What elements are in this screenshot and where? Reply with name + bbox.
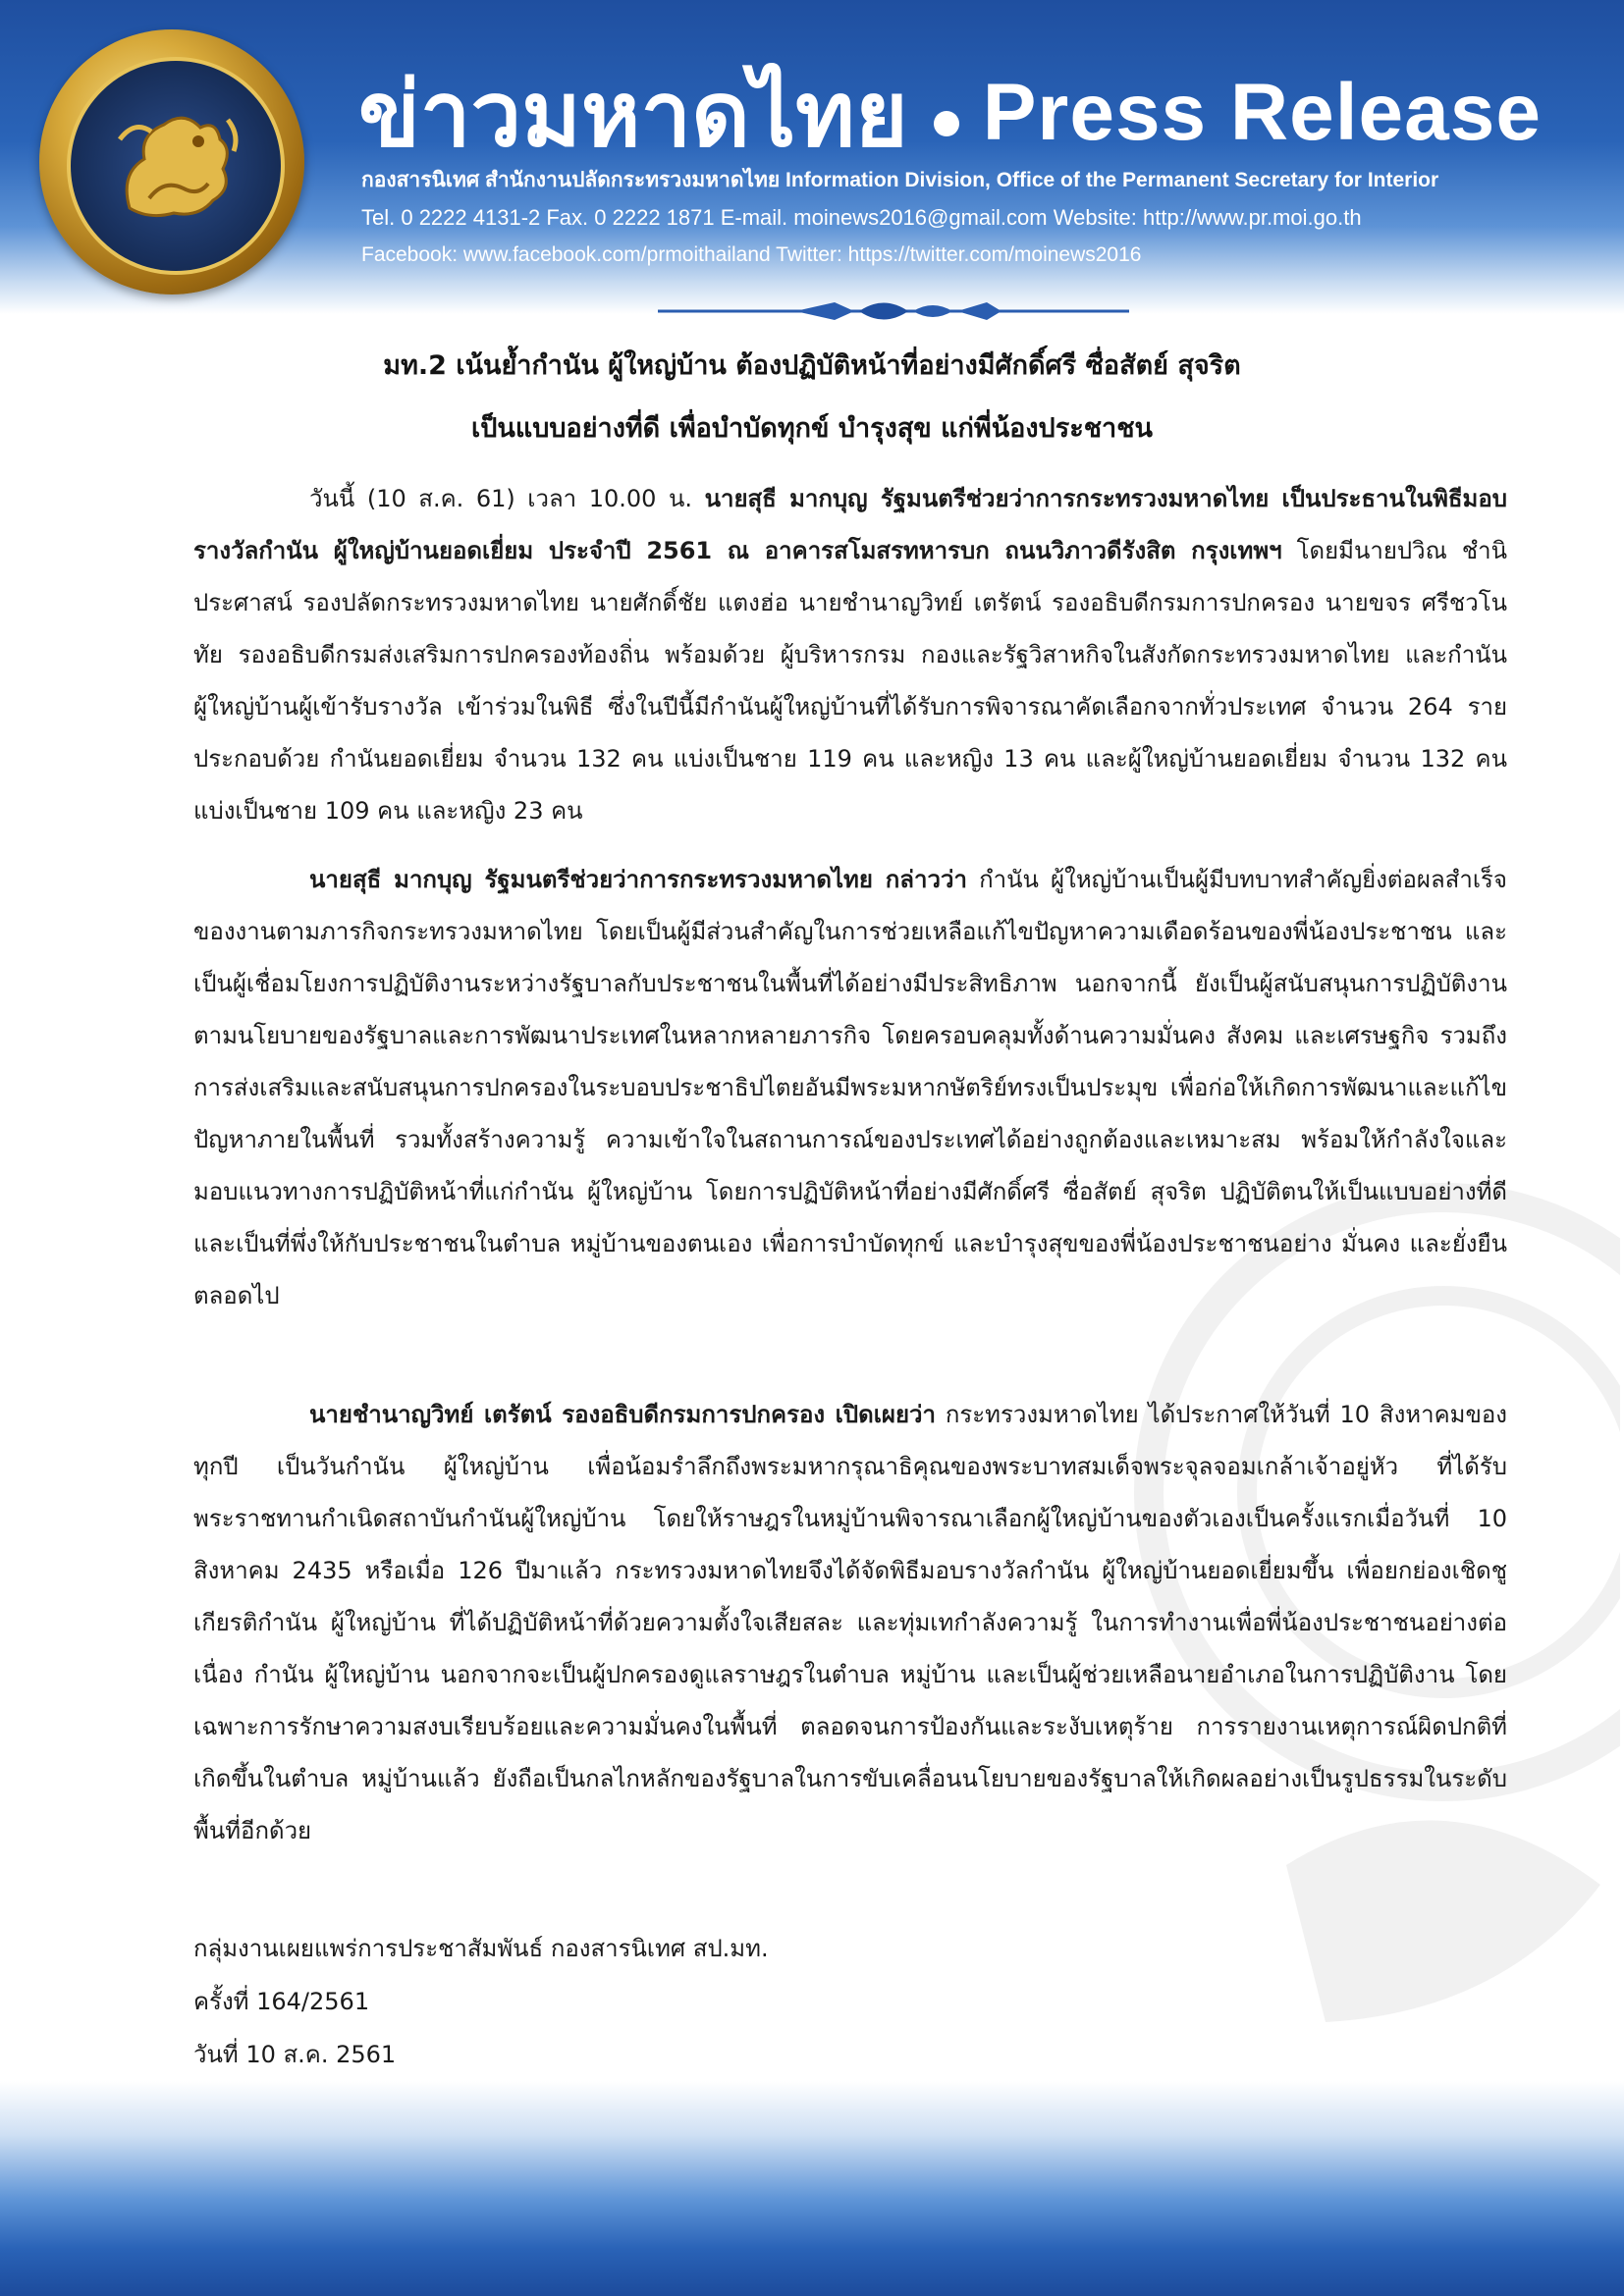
decorative-divider-icon [648, 294, 1139, 328]
paragraph-3 [193, 1389, 1507, 1857]
p2-bold: นายสุธี มากบุญ รัฐมนตรีช่วยว่าการกระทรวงมหาดไทย กล่าวว่า [309, 866, 967, 893]
bullet-dot-icon [934, 111, 959, 136]
paragraph-2 [193, 854, 1507, 1322]
lion-emblem-icon [90, 80, 261, 251]
footer-gradient-band [0, 2081, 1624, 2296]
p1-intro: วันนี้ (10 ส.ค. 61) เวลา 10.00 น. [309, 485, 705, 512]
release-footer [193, 1922, 769, 2081]
headline-line-1: มท.2 เน้นย้ำกำนัน ผู้ใหญ่บ้าน ต้องปฏิบัติหน้าที่อย่างมีศักดิ์ศรี ซื่อสัตย์ สุจริต [383, 350, 1241, 381]
agency-line: กองสารนิเทศ สำนักงานปลัดกระทรวงมหาดไทย Information Division, Office of the Permanent Secretary for Interior [361, 169, 1439, 191]
title-english: Press Release [982, 68, 1542, 157]
contact-line: Tel. 0 2222 4131-2 Fax. 0 2222 1871 E-mail. moinews2016@gmail.com Website: http://www.pr.moi.go.th [361, 205, 1362, 230]
ministry-seal-logo [39, 29, 304, 294]
headline-line-2: เป็นแบบอย่างที่ดี เพื่อบำบัดทุกข์ บำรุงสุข แก่พี่น้องประชาชน [471, 413, 1153, 444]
p3-rest: กระทรวงมหาดไทย ได้ประกาศให้วันที่ 10 สิงหาคมของทุกปี เป็นวันกำนัน ผู้ใหญ่บ้าน เพื่อน้อมรำลึกถึงพระมหากรุณาธิคุณของพระบาทสมเด็จพระจุลจอมเกล้าเจ้าอยู่หัว ที่ได้รับพระราชทานกำเนิดสถาบันกำนันผู้ใหญ่บ้าน โดยให้ราษฎรในหมู่บ้านพิจารณาเลือกผู้ใหญ่บ้านของตัวเองเป็นครั้งแรกเมื่อวันที่ 10 สิงหาคม 2435 หรือเมื่อ 126 ปีมาแล้ว กระทรวงมหาดไทยจึงได้จัดพิธีมอบรางวัลกำนัน ผู้ใหญ่บ้านยอดเยี่ยมขึ้น เพื่อยกย่องเชิดชูเกียรติกำนัน ผู้ใหญ่บ้าน ที่ได้ปฏิบัติหน้าที่ด้วยความตั้งใจเสียสละ และทุ่มเทกำลังความรู้ ในการทำงานเพื่อพี่น้องประชาชนอย่างต่อเนื่อง กำนัน ผู้ใหญ่บ้าน นอกจากจะเป็นผู้ปกครองดูแลราษฎรในตำบล หมู่บ้าน และเป็นผู้ช่วยเหลือนายอำเภอในการปฏิบัติงาน โดยเฉพาะการรักษาความสงบเรียบร้อยและความมั่นคงในพื้นที่ ตลอดจนการป้องกันและระงับเหตุร้าย การรายงานเหตุการณ์ผิดปกติที่เกิดขึ้นในตำบล หมู่บ้านแล้ว ยังถือเป็นกลไกหลักของรัฐบาลในการขับเคลื่อนนโยบายของรัฐบาลให้เกิดผลอย่างเป็นรูปธรรมในระดับพื้นที่อีกด้วย [193, 1401, 1507, 1844]
p1-rest: โดยมีนายปวิณ ชำนิประศาสน์ รองปลัดกระทรวงมหาดไทย นายศักดิ์ชัย แตงฮ่อ นายชำนาญวิทย์ เตรัตน์ รองอธิบดีกรมการปกครอง นายขจร ศรีชวโนทัย รองอธิบดีกรมส่งเสริมการปกครองท้องถิ่น พร้อมด้วย ผู้บริหารกรม กองและรัฐวิสาหกิจในสังกัดกระทรวงมหาดไทย และกำนัน ผู้ใหญ่บ้านผู้เข้ารับรางวัล เข้าร่วมในพิธี ซึ่งในปีนี้มีกำนันผู้ใหญ่บ้านที่ได้รับการพิจารณาคัดเลือกจากทั่วประเทศ จำนวน 264 ราย ประกอบด้วย กำนันยอดเยี่ยม จำนวน 132 คน แบ่งเป็นชาย 119 คน และหญิง 13 คน และผู้ใหญ่บ้านยอดเยี่ยม จำนวน 132 คน แบ่งเป็นชาย 109 คน และหญิง 23 คน [193, 537, 1508, 825]
p2-rest: กำนัน ผู้ใหญ่บ้านเป็นผู้มีบทบาทสำคัญยิ่งต่อผลสำเร็จของงานตามภารกิจกระทรวงมหาดไทย โดยเป็นผู้มีส่วนสำคัญในการช่วยเหลือแก้ไขปัญหาความเดือดร้อนของพี่น้องประชาชน และเป็นผู้เชื่อมโยงการปฏิบัติงานระหว่างรัฐบาลกับประชาชนในพื้นที่ได้อย่างมีประสิทธิภาพ นอกจากนี้ ยังเป็นผู้สนับสนุนการปฏิบัติงานตามนโยบายของรัฐบาลและการพัฒนาประเทศในหลากหลายภารกิจ โดยครอบคลุมทั้งด้านความมั่นคง สังคม และเศรษฐกิจ รวมถึงการส่งเสริมและสนับสนุนการปกครองในระบอบประชาธิปไตยอันมีพระมหากษัตริย์ทรงเป็นประมุข เพื่อก่อให้เกิดการพัฒนาและแก้ไขปัญหาภายในพื้นที่ รวมทั้งสร้างความรู้ ความเข้าใจในสถานการณ์ของประเทศได้อย่างถูกต้องและเหมาะสม พร้อมให้กำลังใจและมอบแนวทางการปฏิบัติหน้าที่แก่กำนัน ผู้ใหญ่บ้าน โดยการปฏิบัติหน้าที่อย่างมีศักดิ์ศรี ซื่อสัตย์ สุจริต ปฏิบัติตนให้เป็นแบบอย่างที่ดี และเป็นที่พึ่งให้กับประชาชนในตำบล หมู่บ้านของตนเอง เพื่อการบำบัดทุกข์ และบำรุงสุขของพี่น้องประชาชนอย่าง มั่นคง และยั่งยืนตลอดไป [193, 866, 1507, 1309]
masthead-title [358, 54, 1542, 172]
p3-bold: นายชำนาญวิทย์ เตรัตน์ รองอธิบดีกรมการปกครอง เปิดเผยว่า [309, 1401, 936, 1428]
press-release-header [0, 0, 1624, 314]
p1-bold: นายสุธี มากบุญ รัฐมนตรีช่วยว่าการกระทรวงมหาดไทย เป็นประธานในพิธีมอบรางวัลกำนัน ผู้ใหญ่บ้านยอดเยี่ยม ประจำปี 2561 ณ อาคารสโมสรทหารบก ถนนวิภาวดีรังสิต กรุงเทพฯ [193, 485, 1508, 564]
issuing-unit: กลุ่มงานเผยแพร่การประชาสัมพันธ์ กองสารนิเทศ สป.มท. [193, 1935, 769, 1962]
social-line: Facebook: www.facebook.com/prmoithailand Twitter: https://twitter.com/moinews2016 [361, 243, 1142, 266]
title-thai: ข่าวมหาดไทย [358, 61, 908, 167]
paragraph-1 [193, 473, 1507, 837]
release-date: วันที่ 10 ส.ค. 2561 [193, 2041, 397, 2068]
issue-number: ครั้งที่ 164/2561 [193, 1988, 370, 2015]
